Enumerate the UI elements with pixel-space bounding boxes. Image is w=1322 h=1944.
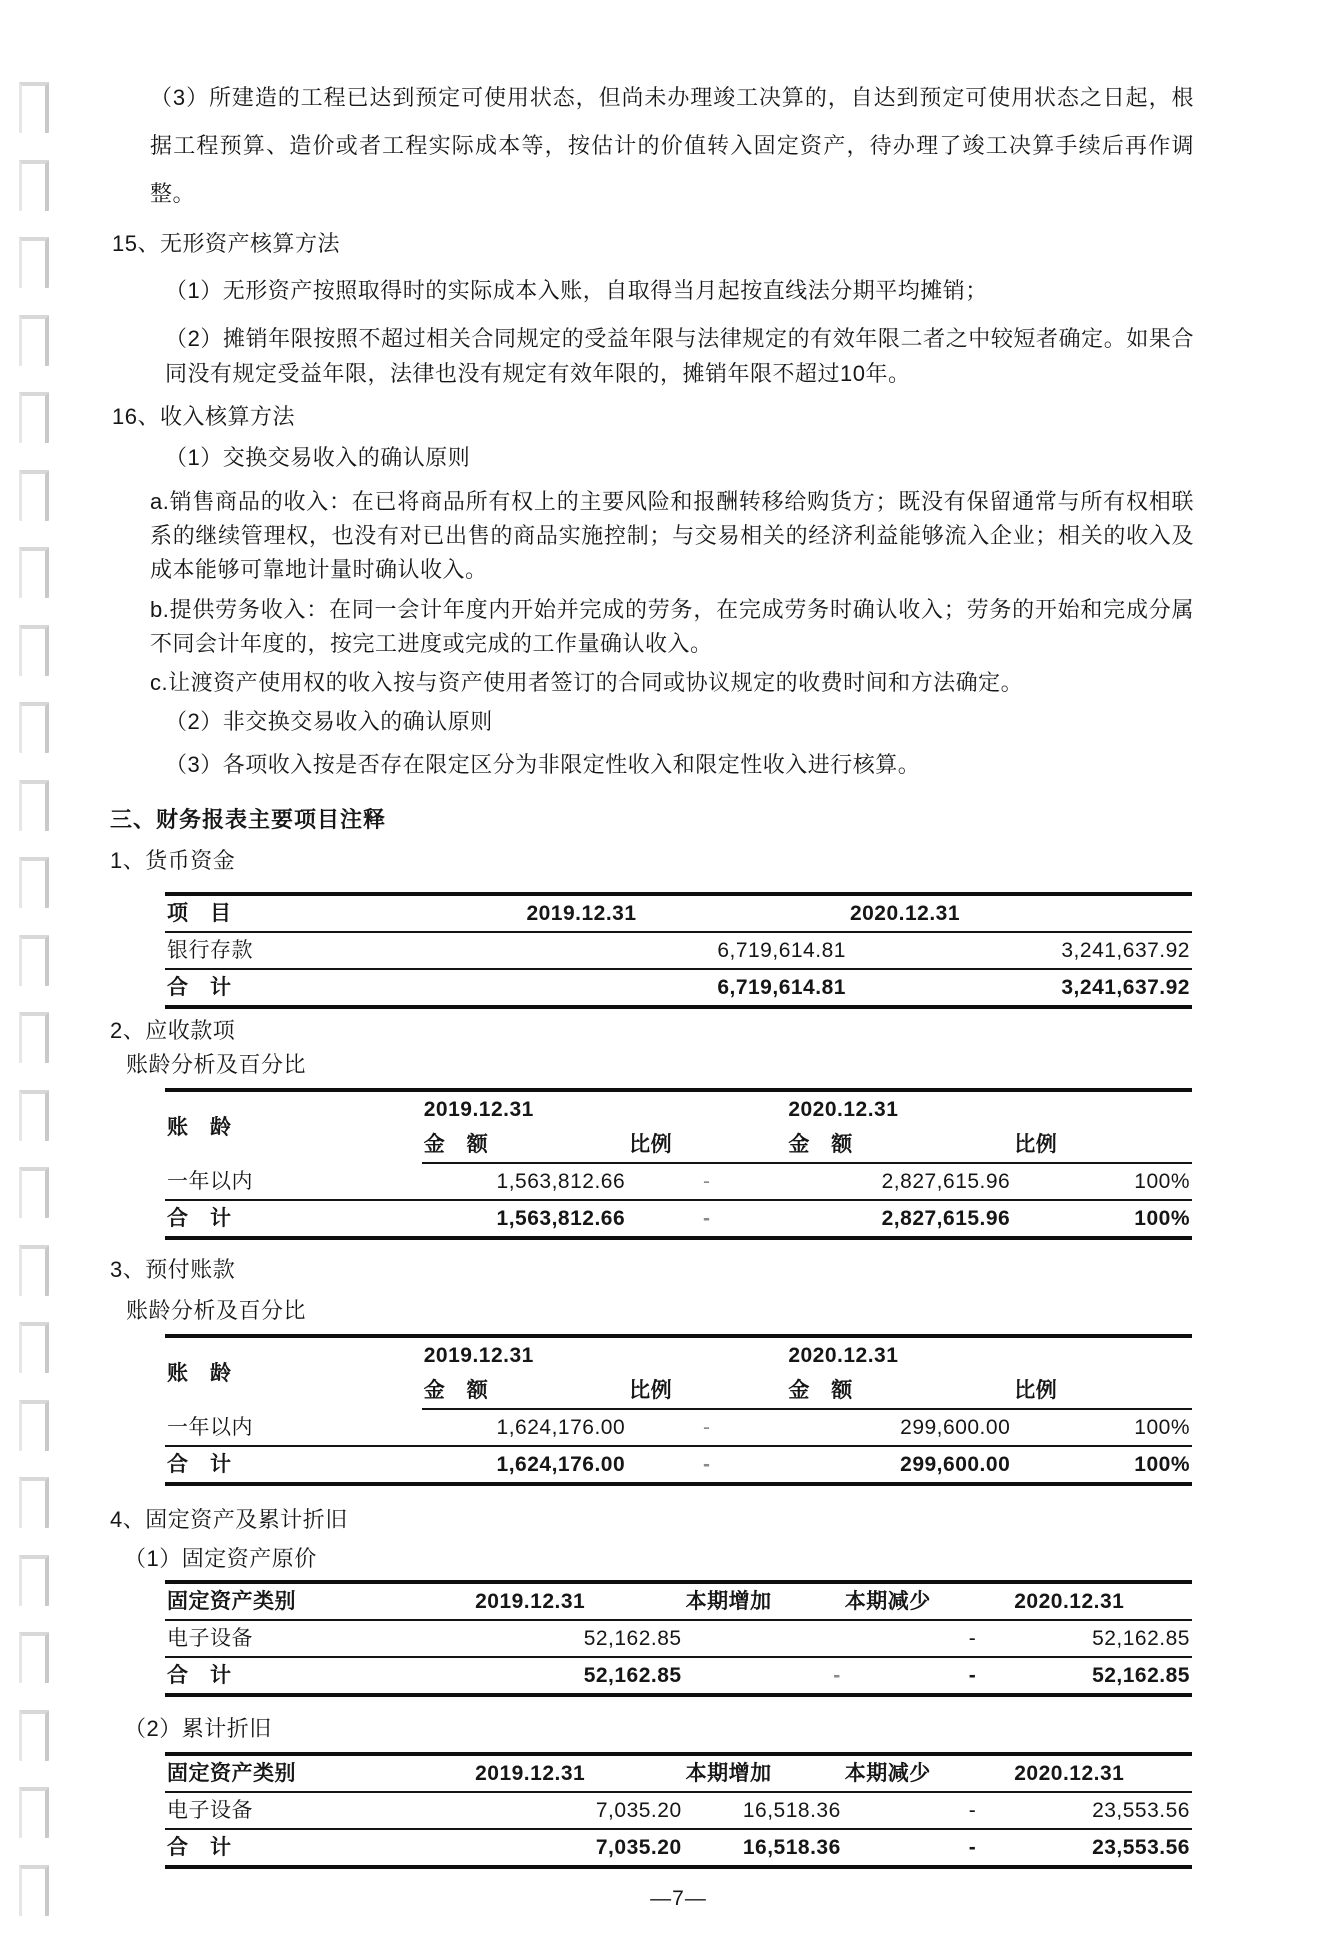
binder-mark [19,1167,49,1218]
cell-increase: 16,518.36 [742,1836,841,1859]
binder-mark [19,780,49,831]
header-amount-2019: 金 额 [422,1373,627,1409]
cell-amount-2020: 299,600.00 [786,1409,1012,1446]
binder-mark [19,237,49,288]
cell-amount-2020: 2,827,615.96 [786,1163,1012,1200]
row-label: 合 计 [167,976,232,999]
section-16-item-2: （2）非交换交易收入的确认原则 [165,709,493,734]
fixed-asset-cost-table [165,1580,1192,1697]
binder-mark [19,1632,49,1683]
binder-mark [19,857,49,908]
binder-mark [19,1710,49,1761]
binder-mark [19,1865,49,1916]
page-number: —7— [650,1887,707,1910]
row-label: 合 计 [167,1453,232,1476]
cell-increase: - [833,1664,841,1687]
table-header-row [165,1754,1192,1792]
header-2020: 2020.12.31 [788,1344,899,1367]
row-label: 合 计 [167,1207,232,1230]
cell-2019: 7,035.20 [473,1792,684,1829]
note-3-heading: 3、预付账款 [110,1257,236,1282]
section-16-item-1: （1）交换交易收入的确认原则 [165,445,471,470]
section-15-title: 15、无形资产核算方法 [112,231,340,256]
cell-amount-2019: 1,563,812.66 [422,1163,627,1200]
binder-mark [19,1787,49,1838]
paragraph-asset-use-right: c.让渡资产使用权的收入按与资产使用者签订的合同或协议规定的收费时间和方法确定。 [150,670,1024,695]
table-total-row [165,1200,1192,1238]
header-aging: 账 龄 [167,1116,232,1139]
cash-table [165,892,1192,1009]
row-label: 合 计 [167,1664,232,1687]
binder-mark [19,1322,49,1373]
paragraph-construction-note: （3）所建造的工程已达到预定可使用状态，但尚未办理竣工决算的，自达到预定可使用状态之日起，根据工程预算、造价或者工程实际成本等，按估计的价值转入固定资产，待办理了竣工决算手续后再作调整。 [150,85,1194,206]
section-16-title: 16、收入核算方法 [112,404,295,429]
paragraph-service-revenue: b.提供劳务收入：在同一会计年度内开始并完成的劳务，在完成劳务时确认收入；劳务的开始和完成分属不同会计年度的，按完工进度或完成的工作量确认收入。 [150,597,1194,656]
cell-increase: 16,518.36 [684,1792,843,1829]
note-2-heading: 2、应收款项 [110,1018,236,1043]
row-label: 电子设备 [165,1620,473,1657]
header-item: 项 目 [165,894,524,932]
cell-2020: 52,162.85 [1012,1620,1192,1657]
header-2020: 2020.12.31 [1012,1582,1192,1620]
binder-mark [19,160,49,211]
cell-2020: 3,241,637.92 [848,932,1192,969]
row-label: 银行存款 [165,932,524,969]
cell-2020: 52,162.85 [1092,1664,1190,1687]
cell-2020: 23,553.56 [1012,1792,1192,1829]
paragraph-sales-revenue: a.销售商品的收入：在已将商品所有权上的主要风险和报酬转移给购货方；既没有保留通常与所有权相联系的继续管理权，也没有对已出售的商品实施控制；与交易相关的经济利益能够流入企业；相关的收入及成本能够可靠地计量时确认收入。 [150,489,1194,582]
cell-2019: 52,162.85 [583,1664,682,1687]
header-amount-2019: 金 额 [422,1127,627,1163]
cell-2019: 6,719,614.81 [717,976,846,999]
cell-ratio-2019: - [702,1207,711,1230]
header-increase: 本期增加 [684,1754,843,1792]
table-total-row [165,969,1192,1007]
cell-ratio-2020: 100% [1012,1163,1192,1200]
table-year-header-row [165,1336,1192,1373]
note-1-heading: 1、货币资金 [110,848,236,873]
header-2020: 2020.12.31 [788,1098,899,1121]
binder-mark [19,702,49,753]
header-2020: 2020.12.31 [848,894,1192,932]
table-row [165,932,1192,969]
header-increase: 本期增加 [684,1582,843,1620]
table-row [165,1409,1192,1446]
header-2019: 2019.12.31 [524,894,848,932]
chapter-3-heading: 三、财务报表主要项目注释 [110,807,387,832]
binder-mark [19,1245,49,1296]
header-decrease: 本期减少 [843,1582,1012,1620]
table-total-row [165,1829,1192,1867]
binder-mark [19,82,49,133]
cell-increase [684,1620,843,1657]
header-ratio-2020: 比例 [1012,1127,1192,1163]
header-2019: 2019.12.31 [423,1344,534,1367]
table-row [165,1620,1192,1657]
cell-ratio-2020: 100% [1134,1207,1190,1230]
binder-mark [19,547,49,598]
binder-mark [19,935,49,986]
cell-decrease: - [843,1792,1012,1829]
section-15-item-1: （1）无形资产按照取得时的实际成本入账，自取得当月起按直线法分期平均摊销； [165,278,988,303]
cell-decrease: - [968,1836,977,1859]
table-total-row [165,1657,1192,1695]
note-2-subheading: 账龄分析及百分比 [126,1052,307,1077]
row-label: 一年以内 [165,1163,422,1200]
cell-2019: 6,719,614.81 [524,932,848,969]
cell-amount-2020: 2,827,615.96 [881,1207,1011,1230]
table-header-row [165,894,1192,932]
binder-mark [19,1555,49,1606]
binder-mark [19,1477,49,1528]
header-2019: 2019.12.31 [423,1098,534,1121]
cell-decrease: - [843,1620,1012,1657]
cell-2020: 23,553.56 [1092,1836,1190,1859]
note-4-part-2-heading: （2）累计折旧 [124,1716,272,1741]
table-row [165,1792,1192,1829]
table-year-header-row [165,1090,1192,1127]
receivables-aging-table [165,1088,1192,1240]
row-label: 合 计 [167,1836,232,1859]
binder-mark [19,392,49,443]
page-content [110,74,1194,1912]
prepayments-aging-table [165,1334,1192,1486]
document-page [0,74,1322,1944]
cell-2020: 3,241,637.92 [1061,976,1190,999]
cell-ratio-2019: - [627,1409,786,1446]
binder-mark [19,1400,49,1451]
table-total-row [165,1446,1192,1484]
header-2019: 2019.12.31 [473,1754,684,1792]
row-label: 一年以内 [165,1409,422,1446]
table-header-row [165,1582,1192,1620]
header-decrease: 本期减少 [843,1754,1012,1792]
accumulated-depreciation-table [165,1752,1192,1869]
cell-2019: 7,035.20 [595,1836,682,1859]
binder-mark [19,1090,49,1141]
row-label: 电子设备 [165,1792,473,1829]
cell-amount-2019: 1,624,176.00 [496,1453,626,1476]
note-4-part-1-heading: （1）固定资产原价 [124,1546,317,1571]
header-amount-2020: 金 额 [786,1373,1012,1409]
header-category: 固定资产类别 [165,1582,473,1620]
binder-mark [19,625,49,676]
section-16-item-3: （3）各项收入按是否存在限定区分为非限定性收入和限定性收入进行核算。 [165,752,921,777]
header-category: 固定资产类别 [165,1754,473,1792]
note-3-subheading: 账龄分析及百分比 [126,1298,307,1323]
binder-mark [19,1012,49,1063]
table-row [165,1163,1192,1200]
cell-ratio-2019: - [702,1453,711,1476]
header-ratio-2019: 比例 [627,1127,786,1163]
scan-binder-artifacts [0,74,70,1944]
cell-2019: 52,162.85 [473,1620,684,1657]
cell-amount-2019: 1,624,176.00 [422,1409,627,1446]
note-4-heading: 4、固定资产及累计折旧 [110,1507,348,1532]
binder-mark [19,315,49,366]
section-15-item-2: （2）摊销年限按照不超过相关合同规定的受益年限与法律规定的有效年限二者之中较短者确定。如果合同没有规定受益年限，法律也没有规定有效年限的，摊销年限不超过10年。 [165,326,1194,386]
cell-amount-2019: 1,563,812.66 [496,1207,626,1230]
cell-ratio-2020: 100% [1134,1453,1190,1476]
header-ratio-2019: 比例 [627,1373,786,1409]
header-2019: 2019.12.31 [473,1582,684,1620]
header-amount-2020: 金 额 [786,1127,1012,1163]
header-2020: 2020.12.31 [1012,1754,1192,1792]
cell-ratio-2020: 100% [1012,1409,1192,1446]
cell-amount-2020: 299,600.00 [900,1453,1011,1476]
binder-mark [19,470,49,521]
cell-decrease: - [968,1664,977,1687]
header-aging: 账 龄 [167,1362,232,1385]
cell-ratio-2019: - [627,1163,786,1200]
header-ratio-2020: 比例 [1012,1373,1192,1409]
